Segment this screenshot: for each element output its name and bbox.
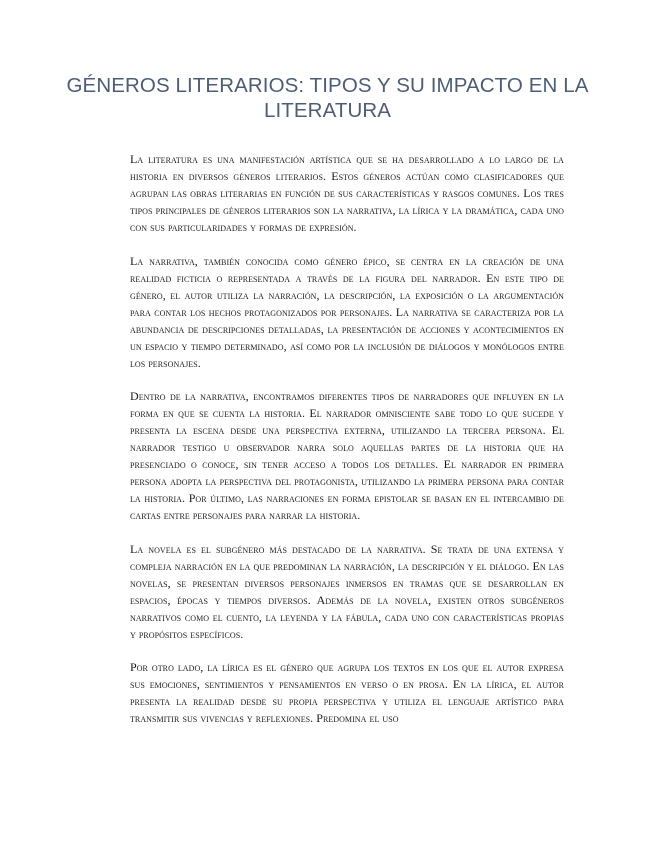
paragraph-intro: La literatura es una manifestación artística que se ha desarrollado a lo largo de la historia en diversos géneros literarios. Estos géneros actúan como clasificadores que agrupan las obras literarias en función de sus características y rasgos comunes. Los tres tipos principales de géneros literarios son la narrativa, la lírica y la dramática, cada uno con sus particularidades y formas de expresión. xyxy=(130,152,564,234)
document-title: GÉNEROS LITERARIOS: TIPOS Y SU IMPACTO EN LA LITERATURA xyxy=(66,74,589,122)
paragraph-narrativa: La narrativa, también conocida como género épico, se centra en la creación de una realidad ficticia o representada a través de la figura del narrador. En este tipo de género, el autor utiliza la narración, la descripción, la exposición o la argumentación para contar los hechos protagonizados por personajes. La narrativa se caracteriza por la abundancia de descripciones detalladas, la presentación de acciones y acontecimientos en un espacio y tiempo determinado, así como por la inclusión de diálogos y monólogos entre los personajes. xyxy=(130,253,564,370)
paragraph-novela: La novela es el subgénero más destacado de la narrativa. Se trata de una extensa y compleja narración en la que predominan la narración, la descripción y el diálogo. En las novelas, se presentan diversos personajes inmersos en tramas que se desarrollan en espacios, épocas y tiempos diversos. Además de la novela, existen otros subgéneros narrativos como el cuento, la leyenda y la fábula, cada uno con características propias y propósitos específicos. xyxy=(130,541,565,641)
paragraph-narradores: Dentro de la narrativa, encontramos diferentes tipos de narradores que influyen en la forma en que se cuenta la historia. El narrador omnisciente sabe todo lo que sucede y presenta la escena desde una perspectiva externa, utilizando la tercera persona. El narrador testigo u observador narra solo aquellas partes de la historia que ha presenciado o conoce, sin tener acceso a todos los detalles. El narrador en primera persona adopta la perspectiva del protagonista, utilizando la primera persona para contar la historia. Por último, las narraciones en forma epistolar se basan en el intercambio de cartas entre personajes para narrar la historia. xyxy=(130,389,564,522)
document-body xyxy=(130,151,564,744)
paragraph-lirica: Por otro lado, la lírica es el género que agrupa los textos en los que el autor expresa sus emociones, sentimientos y pensamientos en verso o en prosa. En la lírica, el autor presenta la realidad desde su propia perspectiva y utiliza el lenguaje artístico para transmitir sus vivencias y reflexiones. Predomina el uso xyxy=(130,660,564,725)
